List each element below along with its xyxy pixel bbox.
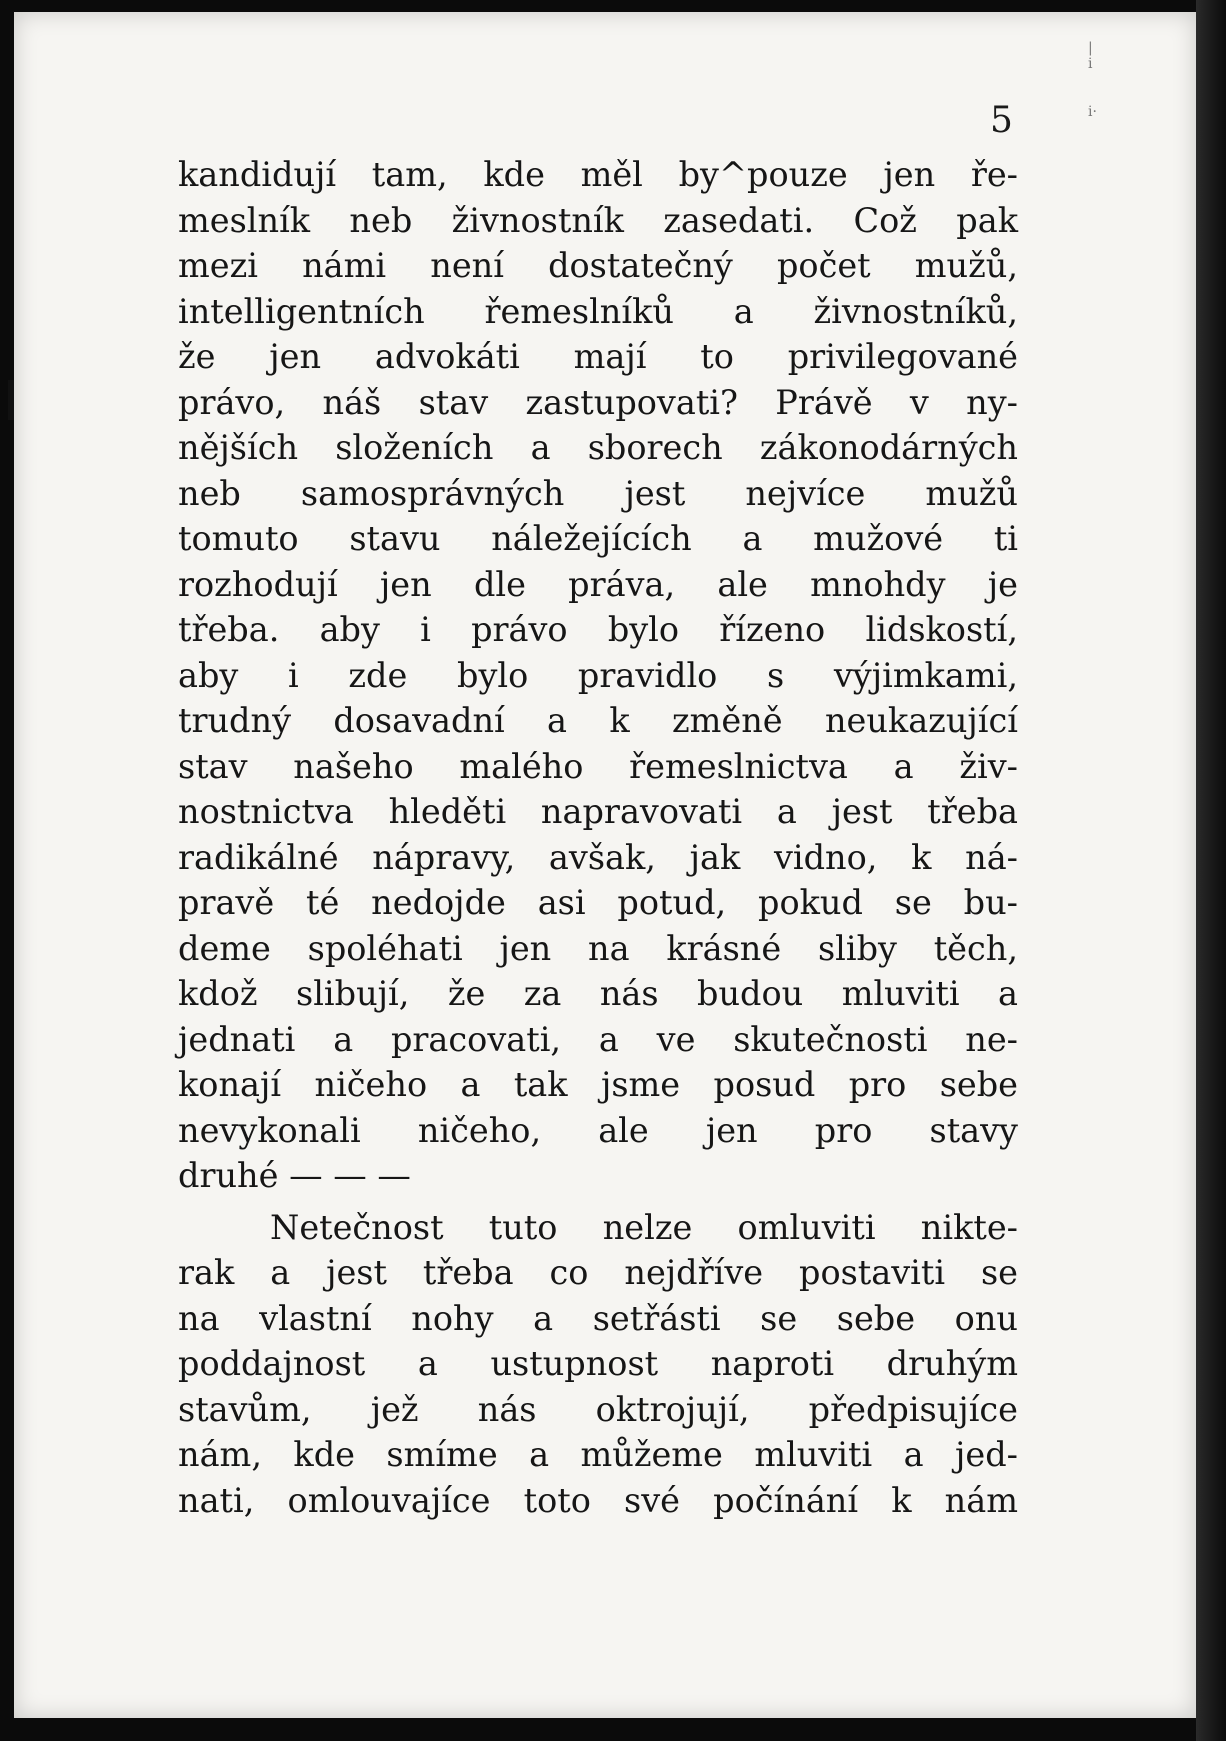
text-line: že jen advokáti mají to privilegované [178, 337, 1018, 376]
text-line: druhé — — — [178, 1156, 411, 1195]
page-edge-shadow [1196, 0, 1226, 1741]
text-line: radikálné nápravy, avšak, jak vidno, k ná- [178, 837, 1018, 877]
text-line: jednati a pracovati, a ve skutečnosti ne- [178, 1019, 1018, 1059]
text-line: nevykonali ničeho, ale jen pro stavy [178, 1110, 1018, 1150]
text-line: na vlastní nohy a setřásti se sebe onu [178, 1298, 1018, 1338]
text-line: třeba. aby i právo bylo řízeno lidskostí, [178, 610, 1018, 649]
text-line: aby i zde bylo pravidlo s výjimkami, [178, 655, 1018, 695]
margin-marks: | i i· [1088, 40, 1097, 120]
text-line: kdož slibují, že za nás budou mluviti a [178, 974, 1018, 1013]
text-line: trudný dosavadní a k změně neukazující [178, 701, 1018, 740]
text-body [178, 152, 1018, 1523]
binding-mark [8, 380, 14, 420]
page-number: 5 [990, 100, 1013, 141]
text-line: intelligentních řemeslníků a živnostníků, [178, 291, 1018, 331]
text-line: stavům, jež nás oktrojují, předpisujíce [178, 1389, 1018, 1429]
text-line: konají ničeho a tak jsme posud pro sebe [178, 1065, 1018, 1104]
text-line: pravě té nedojde asi potud, pokud se bu- [178, 883, 1018, 922]
text-line: stav našeho malého řemeslnictva a živ- [178, 746, 1018, 786]
text-line: poddajnost a ustupnost naproti druhým [178, 1344, 1018, 1383]
text-line: deme spoléhati jen na krásné sliby těch, [178, 928, 1018, 968]
text-line: Netečnost tuto nelze omluviti nikte- [270, 1207, 1018, 1247]
text-line: nějších složeních a sborech zákonodárných [178, 428, 1018, 467]
text-line: mezi námi není dostatečný počet mužů, [178, 246, 1018, 285]
text-line: kandidují tam, kde měl by^pouze jen ře- [178, 155, 1018, 194]
text-line: rozhodují jen dle práva, ale mnohdy je [178, 564, 1018, 604]
text-line: nati, omlouvajíce toto své počínání k nám [178, 1480, 1018, 1520]
text-line: nostnictva hleděti napravovati a jest třeba [178, 792, 1018, 831]
text-line: nám, kde smíme a můžeme mluviti a jed- [178, 1435, 1018, 1474]
paragraph-1 [178, 152, 1018, 1199]
text-line: meslník neb živnostník zasedati. Což pak [178, 200, 1018, 240]
text-line: právo, náš stav zastupovati? Právě v ny- [178, 382, 1018, 422]
paragraph-2 [178, 1205, 1018, 1524]
text-line: tomuto stavu náležejících a mužové ti [178, 519, 1018, 558]
text-line: neb samosprávných jest nejvíce mužů [178, 473, 1018, 513]
text-line: rak a jest třeba co nejdříve postaviti se [178, 1253, 1018, 1292]
